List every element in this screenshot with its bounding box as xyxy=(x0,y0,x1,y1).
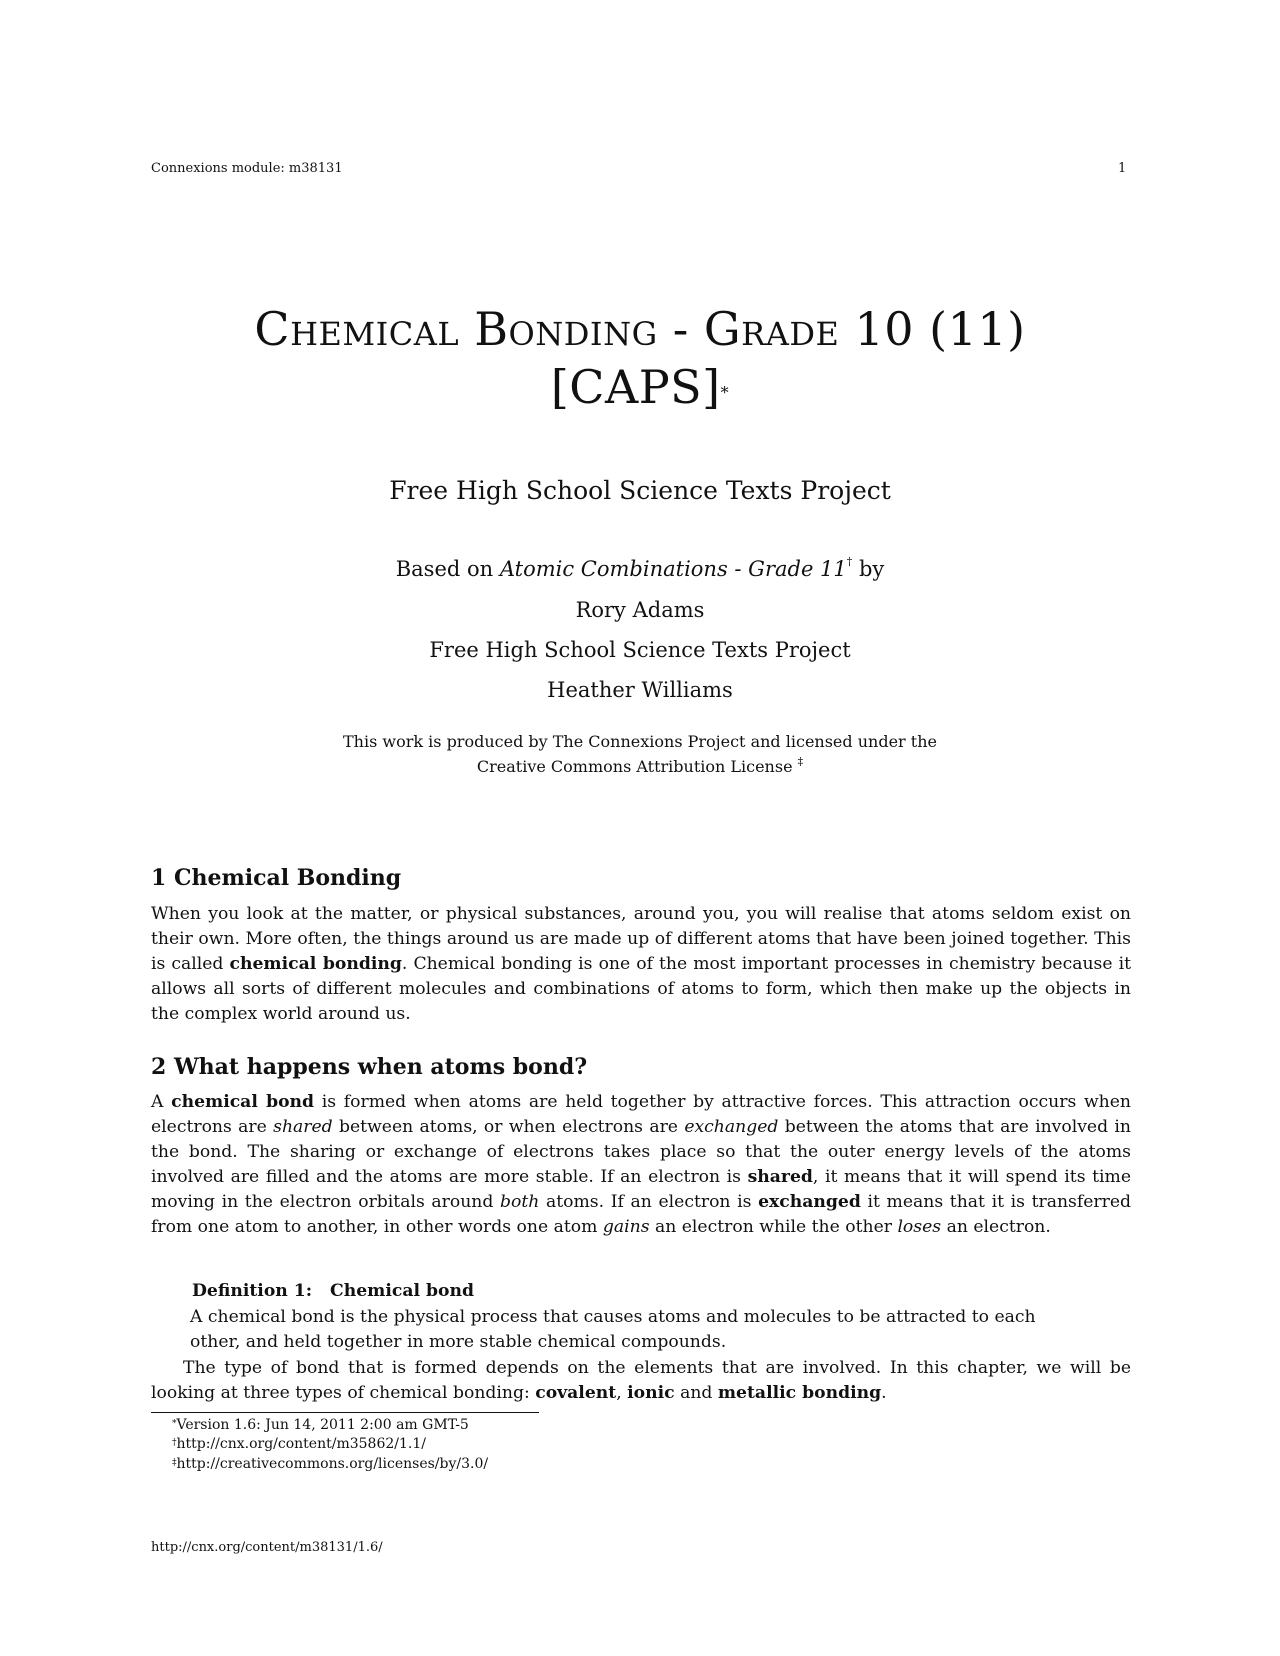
bold-term: covalent xyxy=(535,1383,617,1403)
text-run: and xyxy=(674,1383,718,1403)
license-text: Creative Commons Attribution License xyxy=(476,757,798,776)
italic-term: loses xyxy=(897,1217,942,1237)
section-paragraph xyxy=(151,1090,1131,1240)
text-run: it means that it is transferred from one atom to another, in other words one atom xyxy=(151,1192,1131,1237)
bold-term: chemical bond xyxy=(171,1092,315,1112)
based-on-title: Atomic Combinations - Grade 11 xyxy=(499,557,847,581)
italic-term: both xyxy=(500,1192,540,1212)
footnote-version xyxy=(172,1416,469,1435)
footnote-text: Version 1.6: Jun 14, 2011 2:00 am GMT-5 xyxy=(176,1417,469,1433)
text-run: atoms. If an electron is xyxy=(539,1192,759,1212)
text-run: an electron while the other xyxy=(649,1217,898,1237)
text-run: A xyxy=(151,1092,172,1112)
author-name: Rory Adams xyxy=(575,598,705,622)
page-number: 1 xyxy=(1118,161,1127,176)
definition-body: A chemical bond is the physical process that causes atoms and molecules to be attracted to each other, and held together in more stable chemical compounds. xyxy=(190,1307,1036,1352)
text-run: an electron. xyxy=(941,1217,1051,1237)
section-heading: 1 Chemical Bonding xyxy=(151,865,402,891)
italic-term: exchanged xyxy=(684,1117,779,1137)
footnote-divider xyxy=(151,1412,539,1413)
definition-label: Definition 1: Chemical bond xyxy=(192,1281,474,1301)
based-on-footnote-mark[interactable]: † xyxy=(846,555,853,568)
license-line-2 xyxy=(0,757,1280,776)
text-run: . xyxy=(881,1383,887,1403)
footnote-url[interactable]: http://creativecommons.org/licenses/by/3.0/ xyxy=(176,1456,489,1472)
bold-term: chemical bonding xyxy=(229,954,402,974)
text-run: between atoms, or when electrons are xyxy=(332,1117,685,1137)
bold-term: shared xyxy=(747,1167,813,1187)
based-on-prefix: Based on xyxy=(395,557,500,581)
author-name: Heather Williams xyxy=(547,678,733,702)
title-line-1: Chemical Bonding - Grade 10 (11) xyxy=(254,302,1026,356)
section-paragraph xyxy=(151,902,1131,1027)
text-run: is formed when atoms are held together by attractive forces. This attraction occurs when electrons are xyxy=(151,1092,1131,1137)
title-line-2 xyxy=(0,358,1280,416)
document-title xyxy=(0,300,1280,416)
footnote-url[interactable]: http://cnx.org/content/m35862/1.1/ xyxy=(176,1436,426,1452)
author-name: Free High School Science Texts Project xyxy=(429,638,851,662)
text-run: When you look at the matter, or physical substances, around you, you will realise that atoms seldom exist on their own. More often, the things around us are made up of different atoms that have been joined together. This is called xyxy=(151,904,1131,974)
license-footnote-mark[interactable]: ‡ xyxy=(797,755,804,768)
footnote-license-link[interactable] xyxy=(172,1455,488,1474)
bold-term: ionic xyxy=(627,1383,675,1403)
bold-term: metallic bonding xyxy=(717,1383,882,1403)
text-run: , xyxy=(616,1383,628,1403)
section-heading: 2 What happens when atoms bond? xyxy=(151,1054,588,1080)
footnote-mark: ‡ xyxy=(172,1458,177,1468)
footnote-mark: * xyxy=(172,1419,177,1429)
text-run: . Chemical bonding is one of the most important processes in chemistry because it allows all sorts of different molecules and combinations of atoms to form, which then make up the objects in the complex world around us. xyxy=(151,954,1131,1024)
italic-term: gains xyxy=(602,1217,650,1237)
footnote-source-link[interactable] xyxy=(172,1435,426,1454)
footer-url-link[interactable]: http://cnx.org/content/m38131/1.6/ xyxy=(151,1540,383,1555)
text-run: The type of bond that is formed depends on the elements that are involved. In this chapter, we will be looking at three types of chemical bonding: xyxy=(151,1358,1131,1403)
italic-term: shared xyxy=(273,1117,333,1137)
running-header-module: Connexions module: m38131 xyxy=(151,161,343,176)
bold-term: exchanged xyxy=(758,1192,861,1212)
based-on-line xyxy=(0,557,1280,581)
project-name: Free High School Science Texts Project xyxy=(389,476,891,505)
title-line-2-text: [CAPS] xyxy=(550,360,721,414)
license-line-1: This work is produced by The Connexions Project and licensed under the xyxy=(343,732,937,751)
footnote-mark: † xyxy=(172,1438,177,1448)
based-on-suffix: by xyxy=(852,557,885,581)
text-run: , it means that it will spend its time moving in the electron orbitals around xyxy=(151,1167,1131,1212)
text-run: between the atoms that are involved in the bond. The sharing or exchange of electrons takes place so that the outer energy levels of the atoms involved are filled and the atoms are more stable. If an electron is xyxy=(151,1117,1131,1187)
title-footnote-mark[interactable]: * xyxy=(720,383,730,402)
closing-paragraph xyxy=(151,1356,1131,1406)
